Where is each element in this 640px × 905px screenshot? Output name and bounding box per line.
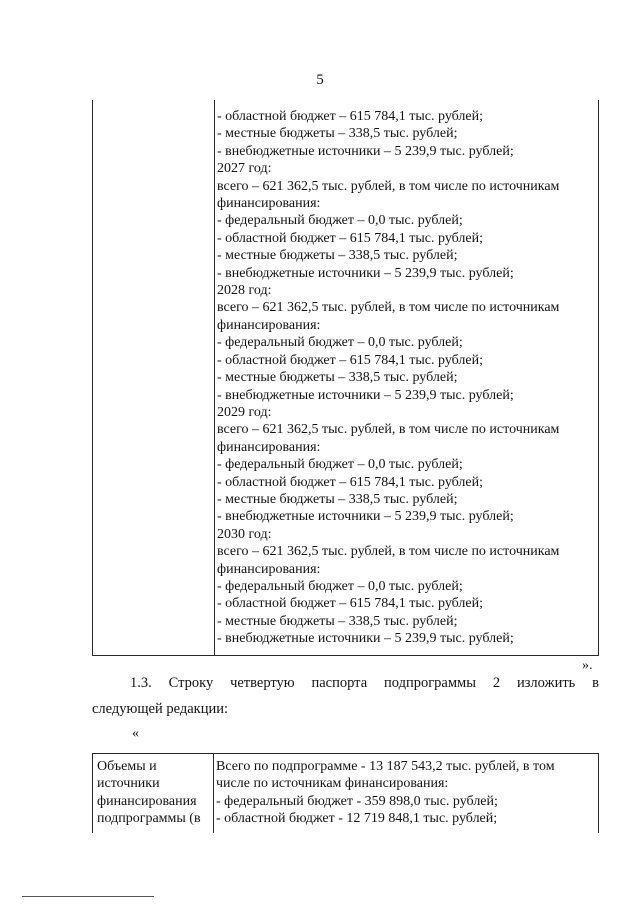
funding-line: - областной бюджет – 615 784,1 тыс. рублей; [217,230,483,246]
paragraph-word: 1.3. [130,675,152,691]
funding-line: - федеральный бюджет – 0,0 тыс. рублей; [217,213,463,229]
footnote-rule [22,896,154,897]
funding-line: Всего по подпрограмме - 13 187 543,2 тыс. рублей, в том [216,759,555,774]
funding-line: - внебюджетные источники – 5 239,9 тыс. рублей; [217,631,514,647]
funding-line: - местные бюджеты – 338,5 тыс. рублей; [217,126,458,142]
paragraph-word: четвертую [230,675,295,691]
funding-line: - федеральный бюджет – 0,0 тыс. рублей; [217,335,463,351]
funding-line: финансирования: [217,317,321,333]
row-label-line: подпрограммы (в [97,811,201,827]
closing-quote: ». [582,658,593,673]
paragraph-word: изложить [516,675,576,691]
page-number: 5 [316,72,324,88]
funding-line: - федеральный бюджет - 359 898,0 тыс. рублей; [216,793,498,809]
row-label-line: источники [97,776,160,792]
funding-line: - внебюджетные источники – 5 239,9 тыс. рублей; [217,387,514,403]
paragraph-word: 2 [492,675,501,691]
funding-line: 2028 год: [217,283,272,299]
paragraph-word: Строку [168,675,214,691]
funding-line: - местные бюджеты – 338,5 тыс. рублей; [217,613,458,629]
table-column-divider [214,100,215,655]
funding-line: - областной бюджет - 12 719 848,1 тыс. рублей; [216,811,498,827]
funding-line: - местные бюджеты – 338,5 тыс. рублей; [217,370,458,386]
row-label-line: финансирования [97,793,197,809]
funding-line: - областной бюджет – 615 784,1 тыс. рублей; [217,352,483,368]
table-right-cell [216,758,598,828]
funding-line: 2030 год: [217,526,272,542]
paragraph-line-1 [92,674,599,692]
paragraph-word: подпрограммы [384,675,476,691]
funding-table-continuation [92,100,599,656]
subprogram-passport-table [92,753,599,833]
funding-line: 2027 год: [217,161,272,177]
paragraph-line-2: следующей редакции: [92,701,229,717]
opening-quote: « [132,726,139,741]
funding-line: числе по источникам финансирования: [216,776,449,792]
funding-line: - федеральный бюджет – 0,0 тыс. рублей; [217,578,463,594]
paragraph-word: в [592,675,599,691]
funding-line: - местные бюджеты – 338,5 тыс. рублей; [217,491,458,507]
funding-line: - областной бюджет – 615 784,1 тыс. рублей; [217,474,483,490]
funding-line: - федеральный бюджет – 0,0 тыс. рублей; [217,457,463,473]
funding-line: - областной бюджет – 615 784,1 тыс. рублей; [217,596,483,612]
funding-line: - внебюджетные источники – 5 239,9 тыс. рублей; [217,265,514,281]
funding-line: финансирования: [217,196,321,212]
funding-line: всего – 621 362,5 тыс. рублей, в том числе по источникам [217,544,560,560]
funding-line: всего – 621 362,5 тыс. рублей, в том числе по источникам [217,422,560,438]
funding-line: финансирования: [217,439,321,455]
funding-line: - внебюджетные источники – 5 239,9 тыс. рублей; [217,509,514,525]
funding-line: - местные бюджеты – 338,5 тыс. рублей; [217,248,458,264]
funding-line: всего – 621 362,5 тыс. рублей, в том числе по источникам [217,300,560,316]
paragraph-word: паспорта [311,675,368,691]
funding-line: - областной бюджет – 615 784,1 тыс. рублей; [217,109,483,124]
funding-line: - внебюджетные источники – 5 239,9 тыс. рублей; [217,143,514,159]
funding-line: 2029 год: [217,404,272,420]
table-column-divider [213,754,214,833]
row-label-line: Объемы и [97,759,157,774]
table-left-cell [97,758,213,828]
funding-line: всего – 621 362,5 тыс. рублей, в том числе по источникам [217,178,560,194]
table-right-cell [217,108,597,648]
funding-line: финансирования: [217,561,321,577]
